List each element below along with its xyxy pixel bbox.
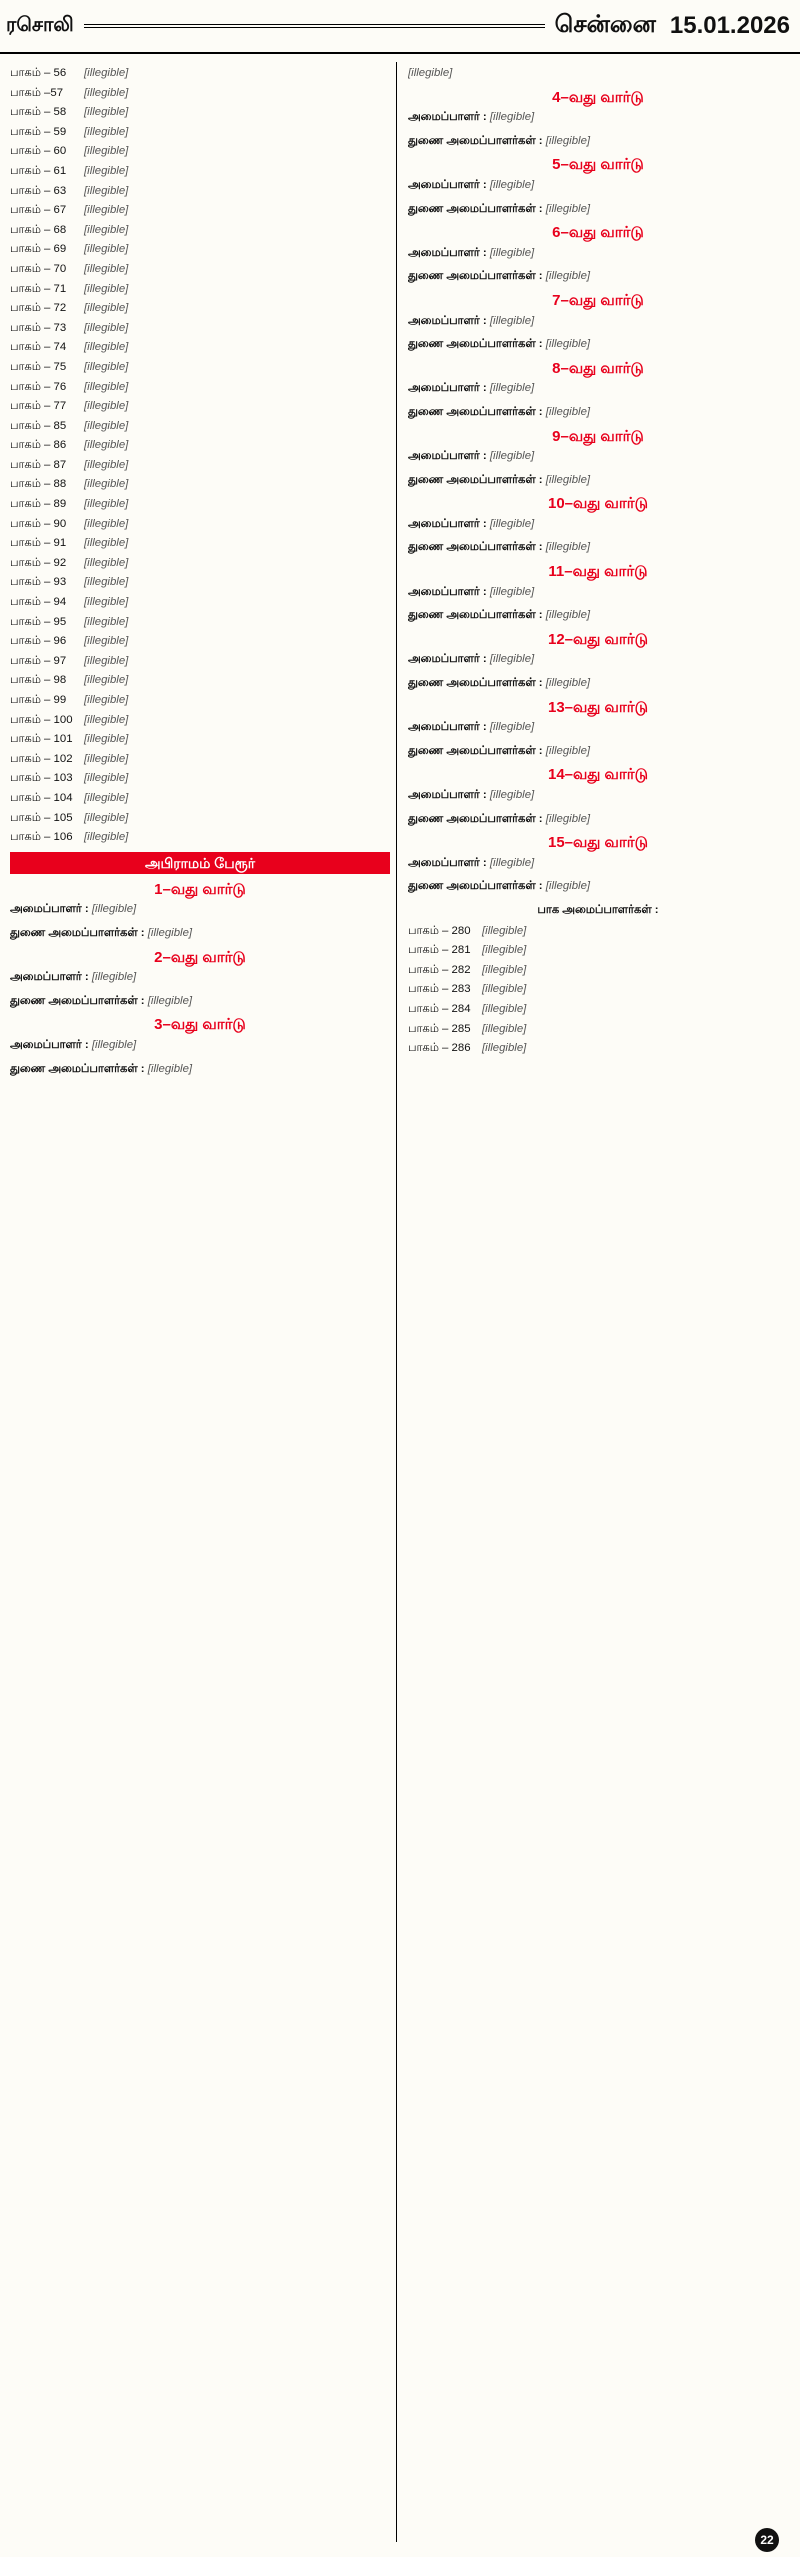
ward-title: 9–வது வார்டு xyxy=(552,427,644,445)
booth-number: பாகம் – 283 xyxy=(408,983,471,996)
secretary-text: [illegible] xyxy=(489,721,535,734)
ward-deputies xyxy=(408,269,788,285)
secretary-label: அமைப்பாளர் : xyxy=(408,382,487,395)
booth-number: பாகம் – 90 xyxy=(10,517,67,530)
booth-number: பாகம் – 92 xyxy=(10,556,67,569)
booth-organiser: [illegible] xyxy=(84,400,129,413)
booth-number: பாகம் – 67 xyxy=(10,204,67,217)
booth-number: பாகம் – 69 xyxy=(10,243,67,256)
deputies-label: துணை அமைப்பாளர்கள் : xyxy=(10,926,145,939)
booth-number: பாகம் – 286 xyxy=(408,1042,471,1055)
town-banner: அபிராமம் பேரூர் xyxy=(10,852,390,874)
booth-number: பாகம் – 87 xyxy=(10,458,67,471)
booth-number: பாகம் – 60 xyxy=(10,145,67,158)
booth-row xyxy=(10,575,390,591)
ward-secretary xyxy=(408,246,788,262)
booth-organiser: [illegible] xyxy=(84,654,129,667)
booth-row xyxy=(408,943,788,959)
booth-number: பாகம் – 72 xyxy=(10,302,67,315)
booth-number: பாகம் – 85 xyxy=(10,419,67,432)
booth-organiser: [illegible] xyxy=(84,67,129,79)
ward-title: 12–வது வார்டு xyxy=(548,630,648,648)
booth-row xyxy=(10,713,390,729)
booth-number: பாகம் – 89 xyxy=(10,498,67,511)
secretary-label: அமைப்பாளர் : xyxy=(408,585,487,598)
booth-row xyxy=(10,223,390,239)
booth-row xyxy=(10,419,390,435)
ward-secretary xyxy=(408,449,788,465)
ward-deputies xyxy=(408,337,788,353)
booth-organiser: [illegible] xyxy=(84,302,129,315)
ward-deputies xyxy=(408,608,788,624)
deputies-text: [illegible] xyxy=(545,744,591,757)
secretary-text: [illegible] xyxy=(489,517,535,530)
booth-row xyxy=(10,125,390,141)
booth-organiser: [illegible] xyxy=(84,125,129,138)
deputies-label: துணை அமைப்பாளர்கள் : xyxy=(408,405,543,418)
deputies-label: துணை அமைப்பாளர்கள் : xyxy=(10,1062,145,1075)
secretary-label: அமைப்பாளர் : xyxy=(408,721,487,734)
deputies-text: [illegible] xyxy=(545,202,591,215)
ward-title: 3–வது வார்டு xyxy=(154,1016,246,1034)
deputies-text: [illegible] xyxy=(545,270,591,283)
booth-row xyxy=(10,771,390,787)
booth-organiser: [illegible] xyxy=(84,576,129,589)
booth-row xyxy=(10,66,390,82)
ward-secretary xyxy=(408,720,788,736)
booth-organisers-heading: பாக அமைப்பாளர்கள் : xyxy=(537,903,659,916)
booth-row xyxy=(10,732,390,748)
ward-secretary xyxy=(408,652,788,668)
booth-row xyxy=(10,203,390,219)
right-column xyxy=(408,66,788,2536)
booth-organiser: [illegible] xyxy=(482,963,527,976)
booth-organiser: [illegible] xyxy=(84,106,129,119)
booth-row xyxy=(10,105,390,121)
booth-organiser: [illegible] xyxy=(482,1022,527,1035)
booth-number: பாகம் – 96 xyxy=(10,635,67,648)
booth-organiser: [illegible] xyxy=(84,498,129,511)
booth-number: பாகம் – 59 xyxy=(10,125,67,138)
ward-deputies xyxy=(408,676,788,692)
booth-number: பாகம் –57 xyxy=(10,86,64,99)
booth-number: பாகம் – 58 xyxy=(10,106,67,119)
booth-row xyxy=(10,634,390,650)
booth-number: பாகம் – 70 xyxy=(10,262,67,275)
booth-number: பாகம் – 99 xyxy=(10,694,67,706)
booth-organiser: [illegible] xyxy=(84,811,129,824)
deputies-text: [illegible] xyxy=(147,926,193,939)
secretary-label: அமைப்பாளர் : xyxy=(408,246,487,259)
booth-row xyxy=(10,693,390,709)
secretary-label: அமைப்பாளர் : xyxy=(10,903,89,916)
booth-row xyxy=(10,615,390,631)
booth-organiser: [illegible] xyxy=(84,262,129,275)
booth-number: பாகம் – 86 xyxy=(10,439,67,452)
booth-row xyxy=(10,262,390,278)
ward-title: 2–வது வார்டு xyxy=(154,948,246,966)
left-column xyxy=(10,66,390,2536)
booth-row xyxy=(408,963,788,979)
booth-number: பாகம் – 63 xyxy=(10,184,67,197)
ward-deputies xyxy=(10,1062,390,1078)
ward-title: 6–வது வார்டு xyxy=(552,224,644,242)
booth-row xyxy=(10,517,390,533)
booth-organiser: [illegible] xyxy=(84,713,129,726)
booth-organiser: [illegible] xyxy=(84,419,129,432)
page-number: 22 xyxy=(755,2528,779,2552)
secretary-label: அமைப்பாளர் : xyxy=(408,653,487,666)
deputies-label: துணை அமைப்பாளர்கள் : xyxy=(408,609,543,622)
booth-row xyxy=(10,477,390,493)
ward-secretary xyxy=(10,970,390,986)
secretary-text: [illegible] xyxy=(489,178,535,191)
booth-organiser: [illegible] xyxy=(84,341,129,354)
booth-number: பாகம் – 76 xyxy=(10,380,67,393)
ward-title: 1–வது வார்டு xyxy=(154,880,246,898)
ward-title: 4–வது வார்டு xyxy=(552,88,644,106)
deputies-text: [illegible] xyxy=(545,609,591,622)
secretary-label: அமைப்பாளர் : xyxy=(408,178,487,191)
secretary-label: அமைப்பாளர் : xyxy=(408,856,487,869)
ward-secretary xyxy=(408,178,788,194)
ward-deputies xyxy=(408,202,788,218)
booth-organiser: [illegible] xyxy=(84,791,129,804)
booth-row xyxy=(10,830,390,846)
booth-organiser: [illegible] xyxy=(84,596,129,609)
booth-organiser: [illegible] xyxy=(482,944,527,957)
booth-number: பாகம் – 71 xyxy=(10,282,67,295)
ward-secretary xyxy=(408,856,788,872)
secretary-text: [illegible] xyxy=(91,971,137,984)
secretary-label: அமைப்பாளர் : xyxy=(408,314,487,327)
ward-title: 10–வது வார்டு xyxy=(548,495,648,513)
ward-deputies xyxy=(408,540,788,556)
booth-row xyxy=(10,673,390,689)
booth-number: பாகம் – 102 xyxy=(10,752,73,765)
ward-secretary xyxy=(408,314,788,330)
booth-organiser: [illegible] xyxy=(84,282,129,295)
booth-row xyxy=(10,536,390,552)
ward-title: 11–வது வார்டு xyxy=(548,563,648,581)
booth-number: பாகம் – 61 xyxy=(10,164,67,177)
ward-title: 8–வது வார்டு xyxy=(552,359,644,377)
booth-organiser: [illegible] xyxy=(84,772,129,785)
page-header xyxy=(0,0,800,54)
booth-organiser: [illegible] xyxy=(84,478,129,491)
booth-organiser: [illegible] xyxy=(84,752,129,765)
deputies-text: [illegible] xyxy=(545,677,591,690)
secretary-text: [illegible] xyxy=(489,789,535,801)
booth-row xyxy=(10,654,390,670)
secretary-text: [illegible] xyxy=(489,450,535,463)
booth-row xyxy=(10,360,390,376)
booth-number: பாகம் – 93 xyxy=(10,576,67,589)
booth-row xyxy=(10,399,390,415)
booth-organiser: [illegible] xyxy=(84,674,129,687)
booth-number: பாகம் – 106 xyxy=(10,831,73,844)
booth-row xyxy=(10,340,390,356)
booth-number: பாகம் – 75 xyxy=(10,360,67,373)
ward-deputies xyxy=(408,744,788,760)
booth-row xyxy=(10,811,390,827)
booth-number: பாகம் – 74 xyxy=(10,341,67,354)
secretary-text: [illegible] xyxy=(91,903,137,916)
ward-title: 13–வது வார்டு xyxy=(548,698,648,716)
booth-row xyxy=(10,497,390,513)
secretary-text: [illegible] xyxy=(489,111,535,124)
booth-row xyxy=(10,595,390,611)
ward-secretary xyxy=(408,788,788,804)
edition-city: சென்னை xyxy=(554,11,656,38)
booth-number: பாகம் – 91 xyxy=(10,537,67,550)
booth-number: பாகம் – 101 xyxy=(10,733,73,746)
booth-number: பாகம் – 88 xyxy=(10,478,67,491)
booth-organiser: [illegible] xyxy=(84,556,129,569)
booth-row xyxy=(10,184,390,200)
ward-secretary xyxy=(408,585,788,601)
booth-row xyxy=(408,1022,788,1038)
ward-title: 7–வது வார்டு xyxy=(552,291,644,309)
booth-row xyxy=(408,924,788,940)
booth-row xyxy=(10,438,390,454)
deputies-text: [illegible] xyxy=(545,405,591,418)
booth-row xyxy=(408,1002,788,1018)
deputies-label: துணை அமைப்பாளர்கள் : xyxy=(408,541,543,554)
booth-row xyxy=(10,86,390,102)
booth-organiser: [illegible] xyxy=(84,458,129,471)
deputies-text: [illegible] xyxy=(147,994,193,1007)
booth-number: பாகம் – 73 xyxy=(10,321,67,334)
booth-number: பாகம் – 280 xyxy=(408,924,471,937)
header-rule xyxy=(84,24,545,28)
booth-number: பாகம் – 105 xyxy=(10,811,73,824)
booth-row xyxy=(10,556,390,572)
ward-title: 5–வது வார்டு xyxy=(552,156,644,174)
secretary-label: அமைப்பாளர் : xyxy=(408,111,487,124)
deputies-label: துணை அமைப்பாளர்கள் : xyxy=(408,270,543,283)
deputies-label: துணை அமைப்பாளர்கள் : xyxy=(408,473,543,486)
ward-deputies xyxy=(408,134,788,150)
deputies-text: [illegible] xyxy=(545,338,591,351)
booth-row xyxy=(10,164,390,180)
ward-secretary xyxy=(408,517,788,533)
deputies-label: துணை அமைப்பாளர்கள் : xyxy=(408,134,543,147)
ward-secretary xyxy=(408,110,788,126)
booth-row xyxy=(10,282,390,298)
deputies-text: [illegible] xyxy=(545,541,591,554)
deputies-label: துணை அமைப்பாளர்கள் : xyxy=(408,677,543,690)
secretary-text: [illegible] xyxy=(489,856,535,869)
deputies-text: [illegible] xyxy=(545,880,591,893)
secretary-text: [illegible] xyxy=(489,653,535,666)
deputies-label: துணை அமைப்பாளர்கள் : xyxy=(10,994,145,1007)
booth-number: பாகம் – 103 xyxy=(10,772,73,785)
booth-organiser: [illegible] xyxy=(482,1042,527,1055)
booth-number: பாகம் – 284 xyxy=(408,1002,471,1015)
booth-organiser: [illegible] xyxy=(84,635,129,648)
ward-secretary xyxy=(10,902,390,918)
booth-organiser: [illegible] xyxy=(84,360,129,373)
booth-organiser: [illegible] xyxy=(84,223,129,236)
booth-number: பாகம் – 98 xyxy=(10,674,67,687)
secretary-text: [illegible] xyxy=(489,585,535,598)
ward-deputies xyxy=(408,473,788,489)
booth-number: பாகம் – 77 xyxy=(10,400,67,413)
booth-row xyxy=(10,458,390,474)
deputies-label: துணை அமைப்பாளர்கள் : xyxy=(408,338,543,351)
booth-number: பாகம் – 94 xyxy=(10,596,67,609)
booth-organiser: [illegible] xyxy=(84,517,129,530)
ward-title: 15–வது வார்டு xyxy=(548,834,648,852)
booth-number: பாகம் – 281 xyxy=(408,944,471,957)
booth-organiser: [illegible] xyxy=(482,983,527,996)
booth-row xyxy=(10,144,390,160)
booth-row xyxy=(408,1041,788,1057)
ward-deputies xyxy=(408,812,788,828)
deputies-label: துணை அமைப்பாளர்கள் : xyxy=(408,744,543,757)
booth-row xyxy=(10,321,390,337)
booth-number: பாகம் – 285 xyxy=(408,1022,471,1035)
ward-deputies xyxy=(408,879,788,895)
booth-number: பாகம் – 282 xyxy=(408,963,471,976)
deputies-label: துணை அமைப்பாளர்கள் : xyxy=(408,812,543,825)
secretary-text: [illegible] xyxy=(489,314,535,327)
deputies-text: [illegible] xyxy=(545,812,591,825)
deputies-label: துணை அமைப்பாளர்கள் : xyxy=(408,202,543,215)
secretary-label: அமைப்பாளர் : xyxy=(10,971,89,984)
booth-organiser: [illegible] xyxy=(84,733,129,746)
booth-organiser: [illegible] xyxy=(84,537,129,550)
booth-organiser: [illegible] xyxy=(84,86,129,99)
booth-organiser: [illegible] xyxy=(84,380,129,393)
edition-date: 15.01.2026 xyxy=(669,12,790,39)
secretary-label: அமைப்பாளர் : xyxy=(408,517,487,530)
booth-organiser: [illegible] xyxy=(84,321,129,334)
masthead-brand: ரசொலி xyxy=(6,13,74,36)
booth-row xyxy=(10,301,390,317)
continued-text: [illegible] xyxy=(408,67,453,79)
ward-secretary xyxy=(10,1038,390,1054)
booth-organiser: [illegible] xyxy=(482,1002,527,1015)
booth-row xyxy=(10,752,390,768)
booth-organiser: [illegible] xyxy=(84,831,129,844)
ward-secretary xyxy=(408,381,788,397)
booth-organiser: [illegible] xyxy=(84,615,129,628)
column-divider xyxy=(396,62,397,2542)
booth-organiser: [illegible] xyxy=(84,164,129,177)
secretary-text: [illegible] xyxy=(489,246,535,259)
ward-deputies xyxy=(10,926,390,942)
booth-organiser: [illegible] xyxy=(84,204,129,217)
booth-row xyxy=(10,380,390,396)
booth-row xyxy=(10,242,390,258)
booth-row xyxy=(408,982,788,998)
secretary-text: [illegible] xyxy=(489,382,535,395)
ward-deputies xyxy=(10,994,390,1010)
booth-number: பாகம் – 56 xyxy=(10,67,67,79)
booth-row xyxy=(10,791,390,807)
booth-organiser: [illegible] xyxy=(84,145,129,158)
booth-number: பாகம் – 104 xyxy=(10,791,73,804)
booth-number: பாகம் – 95 xyxy=(10,615,67,628)
secretary-label: அமைப்பாளர் : xyxy=(408,450,487,463)
secretary-label: அமைப்பாளர் : xyxy=(408,789,487,801)
booth-organiser: [illegible] xyxy=(84,243,129,256)
booth-organiser: [illegible] xyxy=(84,694,129,706)
ward-deputies xyxy=(408,405,788,421)
booth-organiser: [illegible] xyxy=(482,924,527,937)
deputies-label: துணை அமைப்பாளர்கள் : xyxy=(408,880,543,893)
secretary-label: அமைப்பாளர் : xyxy=(10,1038,89,1051)
booth-organiser: [illegible] xyxy=(84,439,129,452)
deputies-text: [illegible] xyxy=(545,473,591,486)
booth-number: பாகம் – 97 xyxy=(10,654,67,667)
deputies-text: [illegible] xyxy=(147,1062,193,1075)
ward-title: 14–வது வார்டு xyxy=(548,766,648,784)
booth-organiser: [illegible] xyxy=(84,184,129,197)
booth-number: பாகம் – 100 xyxy=(10,713,73,726)
booth-number: பாகம் – 68 xyxy=(10,223,67,236)
deputies-text: [illegible] xyxy=(545,134,591,147)
secretary-text: [illegible] xyxy=(91,1038,137,1051)
